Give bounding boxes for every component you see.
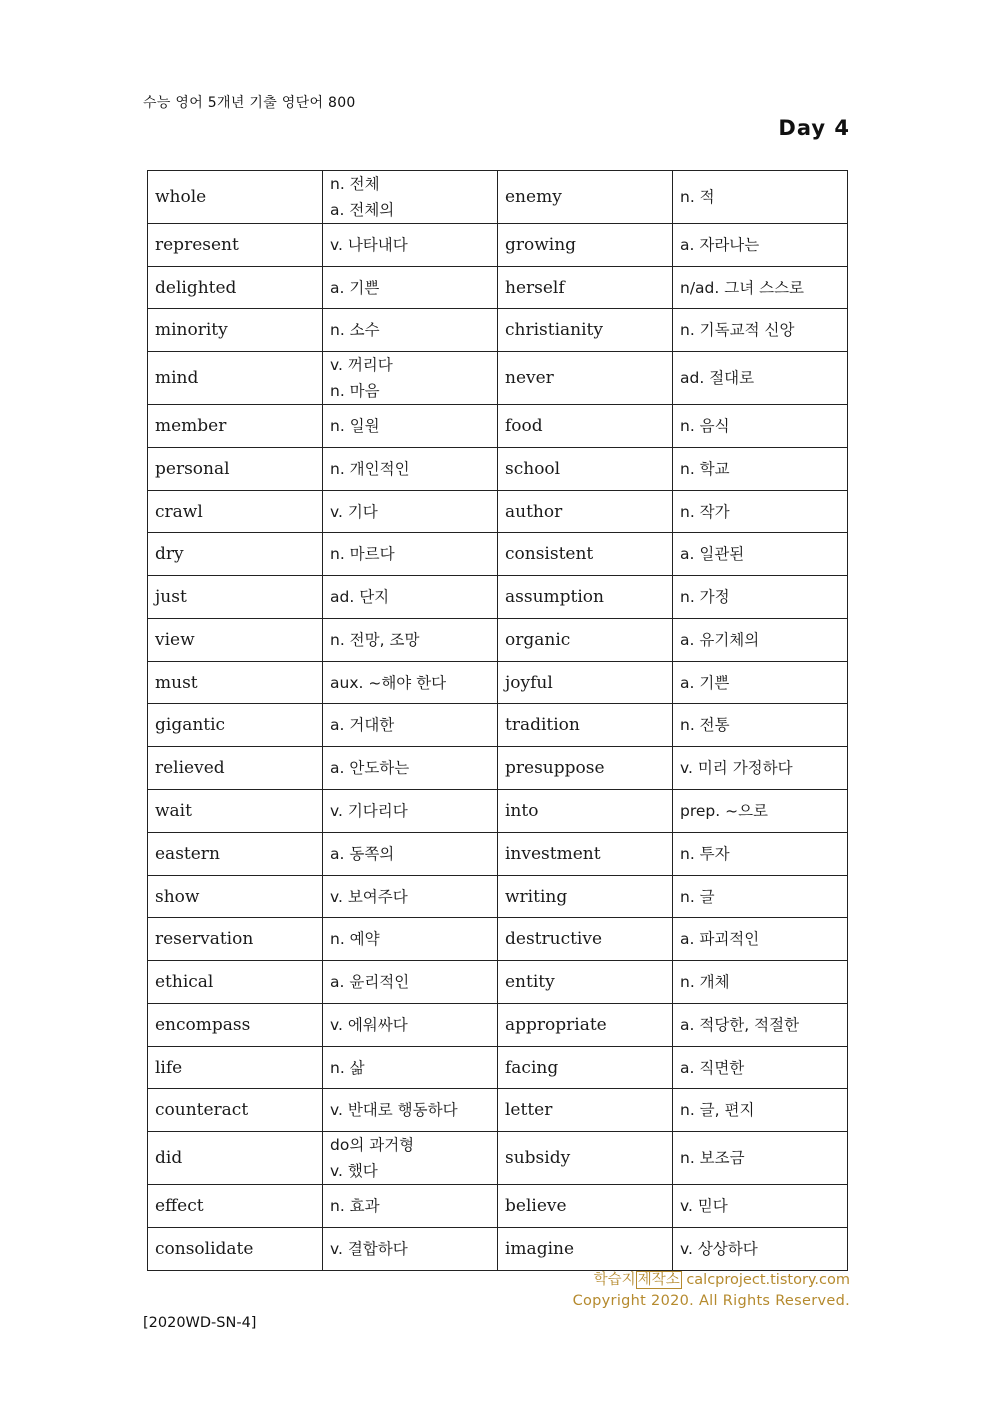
vocab-word: entity	[498, 961, 673, 1004]
vocab-word: tradition	[498, 704, 673, 747]
vocab-meaning	[673, 1132, 848, 1185]
meaning-line: n. 음식	[680, 417, 730, 435]
meaning-line: ad. 절대로	[680, 369, 755, 387]
footer-brand	[594, 1268, 850, 1289]
footer-site-url[interactable]: calcproject.tistory.com	[686, 1272, 850, 1288]
vocab-word: crawl	[148, 491, 323, 533]
table-row	[148, 1004, 848, 1047]
vocab-meaning	[323, 1047, 498, 1089]
meaning-line: n. 효과	[330, 1197, 380, 1215]
vocab-word: imagine	[498, 1228, 673, 1271]
meaning-line: aux. ~해야 한다	[330, 673, 447, 692]
meaning-line: v. 꺼리다	[330, 356, 393, 374]
vocab-meaning	[323, 619, 498, 662]
vocab-meaning	[323, 918, 498, 961]
vocab-meaning	[323, 1089, 498, 1132]
vocab-word: organic	[498, 619, 673, 662]
vocab-meaning	[323, 352, 498, 405]
vocab-meaning	[673, 352, 848, 405]
vocab-meaning	[673, 309, 848, 352]
meaning-line: a. 동쪽의	[330, 845, 395, 863]
vocab-meaning	[673, 790, 848, 833]
meaning-line: v. 나타내다	[330, 236, 408, 254]
meaning-line: n. 전망, 조망	[330, 631, 420, 649]
vocab-meaning	[323, 833, 498, 876]
table-row	[148, 171, 848, 224]
vocab-meaning	[673, 961, 848, 1004]
vocab-meaning	[673, 448, 848, 491]
vocab-meaning	[673, 918, 848, 961]
vocab-meaning	[323, 1004, 498, 1047]
table-row	[148, 918, 848, 961]
meaning-line: n. 적	[680, 188, 715, 206]
vocab-meaning	[323, 961, 498, 1004]
vocab-word: effect	[148, 1185, 323, 1228]
vocab-meaning	[673, 704, 848, 747]
meaning-line: n. 글	[680, 887, 715, 906]
meaning-line: n. 작가	[680, 502, 730, 521]
table-row	[148, 405, 848, 448]
vocab-meaning	[323, 224, 498, 267]
table-row	[148, 1228, 848, 1271]
vocab-word: food	[498, 405, 673, 448]
table-row	[148, 662, 848, 704]
vocab-word: show	[148, 876, 323, 918]
meaning-line: v. 결합하다	[330, 1240, 408, 1258]
vocab-word: counteract	[148, 1089, 323, 1132]
vocab-word: encompass	[148, 1004, 323, 1047]
vocab-meaning	[323, 576, 498, 619]
vocab-word: into	[498, 790, 673, 833]
vocab-word: did	[148, 1132, 323, 1185]
meaning-line: n. 마음	[330, 382, 380, 400]
meaning-line: v. 기다	[330, 502, 378, 521]
meaning-line: v. 했다	[330, 1162, 378, 1180]
vocab-word: consolidate	[148, 1228, 323, 1271]
table-row	[148, 747, 848, 790]
meaning-line: n. 글, 편지	[680, 1101, 755, 1119]
meaning-line: ad. 단지	[330, 588, 390, 606]
vocab-word: view	[148, 619, 323, 662]
vocab-word: consistent	[498, 533, 673, 576]
vocab-word: dry	[148, 533, 323, 576]
vocab-meaning	[323, 267, 498, 309]
vocab-meaning	[323, 405, 498, 448]
table-row	[148, 267, 848, 309]
vocab-word: assumption	[498, 576, 673, 619]
vocab-meaning	[673, 833, 848, 876]
meaning-line: do의 과거형	[330, 1136, 415, 1154]
vocab-meaning	[673, 491, 848, 533]
vocab-word: never	[498, 352, 673, 405]
vocab-meaning	[323, 662, 498, 704]
vocab-word: writing	[498, 876, 673, 918]
meaning-line: prep. ~으로	[680, 802, 769, 820]
meaning-line: n. 전체	[330, 175, 380, 193]
table-row	[148, 1047, 848, 1089]
day-label: Day 4	[778, 116, 850, 140]
table-row	[148, 309, 848, 352]
vocab-meaning	[323, 747, 498, 790]
document-code: [2020WD-SN-4]	[143, 1315, 257, 1331]
vocab-meaning	[673, 224, 848, 267]
vocab-word: gigantic	[148, 704, 323, 747]
vocab-word: delighted	[148, 267, 323, 309]
vocab-meaning	[673, 576, 848, 619]
vocab-word: whole	[148, 171, 323, 224]
vocabulary-table	[147, 170, 848, 1271]
meaning-line: a. 거대한	[330, 716, 395, 734]
meaning-line: a. 기쁜	[330, 278, 380, 297]
vocab-word: appropriate	[498, 1004, 673, 1047]
vocab-word: mind	[148, 352, 323, 405]
vocab-word: reservation	[148, 918, 323, 961]
vocab-word: ethical	[148, 961, 323, 1004]
meaning-line: a. 파괴적인	[680, 930, 760, 948]
vocab-word: facing	[498, 1047, 673, 1089]
vocab-word: personal	[148, 448, 323, 491]
vocab-meaning	[673, 747, 848, 790]
vocab-meaning	[673, 1089, 848, 1132]
meaning-line: a. 일관된	[680, 545, 745, 563]
vocab-word: investment	[498, 833, 673, 876]
meaning-line: n. 소수	[330, 321, 380, 339]
table-row	[148, 224, 848, 267]
vocab-meaning	[673, 267, 848, 309]
vocab-meaning	[323, 1228, 498, 1271]
vocab-word: growing	[498, 224, 673, 267]
vocab-word: minority	[148, 309, 323, 352]
vocab-word: author	[498, 491, 673, 533]
table-row	[148, 448, 848, 491]
table-row	[148, 833, 848, 876]
meaning-line: a. 유기체의	[680, 631, 760, 649]
vocab-word: eastern	[148, 833, 323, 876]
vocab-word: herself	[498, 267, 673, 309]
vocab-word: member	[148, 405, 323, 448]
vocab-meaning	[673, 1047, 848, 1089]
vocab-word: life	[148, 1047, 323, 1089]
vocab-meaning	[323, 876, 498, 918]
meaning-line: n. 가정	[680, 588, 730, 606]
vocab-meaning	[323, 790, 498, 833]
meaning-line: n. 투자	[680, 845, 730, 863]
vocab-word: represent	[148, 224, 323, 267]
meaning-line: n. 마르다	[330, 545, 395, 563]
meaning-line: v. 상상하다	[680, 1240, 758, 1258]
vocab-word: wait	[148, 790, 323, 833]
footer-copyright: Copyright 2020. All Rights Reserved.	[572, 1293, 850, 1309]
vocab-meaning	[673, 619, 848, 662]
table-row	[148, 704, 848, 747]
vocab-meaning	[673, 1185, 848, 1228]
meaning-line: n. 기독교적 신앙	[680, 321, 795, 339]
meaning-line: a. 직면한	[680, 1058, 745, 1077]
brand-prefix: 학습지	[593, 1272, 636, 1288]
vocab-meaning	[673, 876, 848, 918]
vocab-meaning	[323, 1132, 498, 1185]
vocab-word: must	[148, 662, 323, 704]
table-row	[148, 790, 848, 833]
brand-maker-box: 제작소	[637, 1272, 680, 1288]
vocab-meaning	[673, 1004, 848, 1047]
meaning-line: n. 개인적인	[330, 460, 410, 478]
vocab-meaning	[323, 704, 498, 747]
table-row	[148, 1089, 848, 1132]
vocab-meaning	[323, 171, 498, 224]
meaning-line: v. 보여주다	[330, 887, 408, 906]
vocab-meaning	[673, 1228, 848, 1271]
vocab-word: christianity	[498, 309, 673, 352]
vocab-meaning	[673, 662, 848, 704]
vocab-meaning	[673, 405, 848, 448]
vocab-meaning	[323, 309, 498, 352]
meaning-line: n. 개체	[680, 973, 730, 991]
meaning-line: n. 학교	[680, 460, 730, 478]
meaning-line: v. 미리 가정하다	[680, 759, 793, 777]
vocab-word: letter	[498, 1089, 673, 1132]
vocab-word: believe	[498, 1185, 673, 1228]
vocab-meaning	[323, 533, 498, 576]
vocab-meaning	[323, 448, 498, 491]
meaning-line: v. 기다리다	[330, 802, 408, 820]
table-row	[148, 533, 848, 576]
table-row	[148, 619, 848, 662]
vocab-word: relieved	[148, 747, 323, 790]
table-row	[148, 1132, 848, 1185]
meaning-line: a. 윤리적인	[330, 973, 410, 991]
meaning-line: a. 전체의	[330, 201, 395, 219]
table-row	[148, 961, 848, 1004]
vocab-meaning	[673, 533, 848, 576]
meaning-line: v. 반대로 행동하다	[330, 1101, 458, 1119]
meaning-line: n. 보조금	[680, 1149, 745, 1167]
meaning-line: n/ad. 그녀 스스로	[680, 278, 805, 297]
vocab-meaning	[673, 171, 848, 224]
page-header-title: 수능 영어 5개년 기출 영단어 800	[143, 95, 356, 111]
vocab-word: enemy	[498, 171, 673, 224]
table-row	[148, 1185, 848, 1228]
meaning-line: a. 적당한, 적절한	[680, 1016, 800, 1034]
vocab-word: presuppose	[498, 747, 673, 790]
table-row	[148, 876, 848, 918]
meaning-line: a. 기쁜	[680, 673, 730, 692]
meaning-line: n. 예약	[330, 930, 380, 948]
vocab-word: subsidy	[498, 1132, 673, 1185]
meaning-line: v. 에워싸다	[330, 1016, 408, 1034]
meaning-line: a. 자라나는	[680, 236, 760, 254]
vocab-word: school	[498, 448, 673, 491]
vocab-meaning	[323, 1185, 498, 1228]
vocab-word: just	[148, 576, 323, 619]
table-row	[148, 491, 848, 533]
vocab-meaning	[323, 491, 498, 533]
table-row	[148, 576, 848, 619]
vocab-word: joyful	[498, 662, 673, 704]
meaning-line: n. 삶	[330, 1058, 365, 1077]
table-row	[148, 352, 848, 405]
meaning-line: n. 일원	[330, 417, 380, 435]
meaning-line: v. 믿다	[680, 1197, 728, 1215]
vocab-word: destructive	[498, 918, 673, 961]
meaning-line: n. 전통	[680, 716, 730, 734]
meaning-line: a. 안도하는	[330, 759, 410, 777]
